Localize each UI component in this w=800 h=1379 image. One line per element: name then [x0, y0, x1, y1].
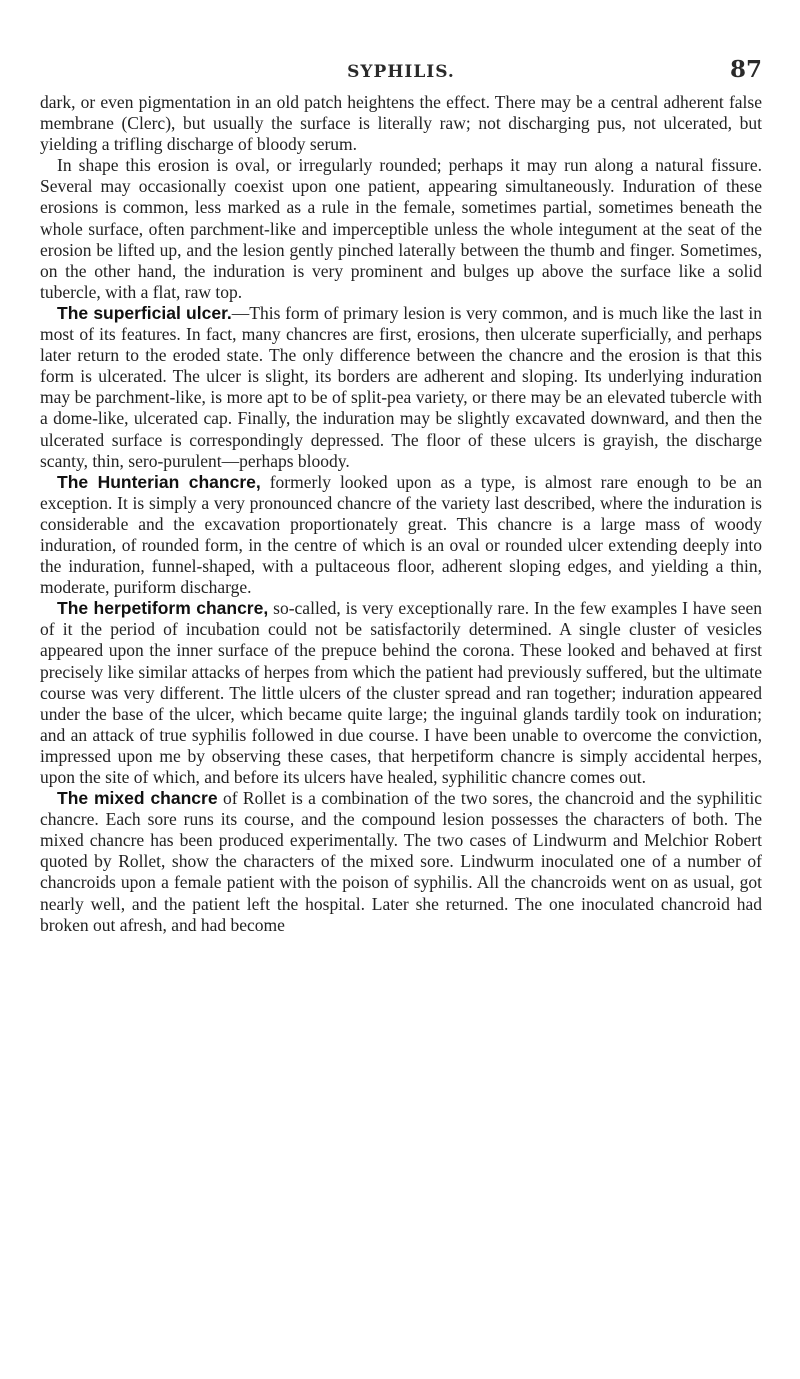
section-lead: The Hunterian chancre,	[57, 471, 261, 492]
paragraph-text: In shape this erosion is oval, or irregularly rounded; perhaps it may run along a natural fissure. Several may occasionally coexist upon one patient, appearing simultaneously. Induration of these erosions is common, less marked as a rule in the female, sometimes partial, sometimes beneath the whole surface, often parchment-like and imperceptible unless the whole integument at the seat of the erosion be lifted up, and the lesion gently pinched laterally between the thumb and finger. Sometimes, on the other hand, the induration is very prominent and bulges up above the surface like a solid tubercle, with a flat, raw top.	[40, 155, 762, 302]
paragraph	[40, 788, 762, 936]
paragraph	[40, 92, 762, 155]
paragraph	[40, 155, 762, 303]
page-header	[40, 58, 762, 92]
running-head: SYPHILIS.	[347, 62, 455, 82]
paragraph-text: of Rollet is a combination of the two sores, the chancroid and the syphilitic chancre. Each sore runs its course, and the compound lesion possesses the characters of both. The mixed chancre has been produced experimentally. The two cases of Lindwurm and Melchior Robert quoted by Rollet, show the characters of the mixed sore. Lindwurm inoculated one of a number of chancroids upon a female patient with the poison of syphilis. All the chancroids went on as usual, got nearly well, and the patient left the hospital. Later she returned. The one inoculated chancroid had broken out afresh, and had become	[40, 788, 762, 935]
section-lead: The superficial ulcer.	[57, 302, 232, 323]
paragraph	[40, 598, 762, 788]
paragraph	[40, 303, 762, 472]
paragraph	[40, 472, 762, 599]
page-number: 87	[729, 56, 762, 83]
section-lead: The mixed chancre	[57, 788, 218, 809]
paragraph-text: dark, or even pigmentation in an old patch heightens the effect. There may be a central adherent false membrane (Clerc), but usually the surface is literally raw; not discharging pus, not ulcerated, but yielding a trifling discharge of bloody serum.	[40, 92, 762, 155]
section-lead: The herpetiform chancre,	[57, 598, 269, 619]
paragraph-text: so-called, is very exceptionally rare. In the few examples I have seen of it the period of incubation could not be satisfactorily determined. A single cluster of vesicles appeared upon the inner surface of the prepuce behind the corona. These looked and behaved at first precisely like similar attacks of herpes from which the patient had previously suffered, but the ultimate course was very different. The little ulcers of the cluster spread and ran together; induration appeared under the base of the ulcer, which became quite large; the inguinal glands tardily took on induration; and an attack of true syphilis followed in due course. I have been unable to overcome the conviction, impressed upon me by observing these cases, that herpetiform chancre is simply accidental herpes, upon the site of which, and before its ulcers have healed, syphilitic chancre comes out.	[40, 598, 762, 787]
paragraph-text: formerly looked upon as a type, is almost rare enough to be an exception. It is simply a very pronounced chancre of the variety last described, where the induration is considerable and the excavation proportionately great. This chancre is a large mass of woody induration, of rounded form, in the centre of which is an oval or rounded ulcer extending deeply into the induration, funnel-shaped, with a pultaceous floor, adherent sloping edges, and yielding a thin, moderate, puriform discharge.	[40, 471, 762, 598]
book-page	[40, 58, 762, 936]
body-text	[40, 92, 762, 936]
paragraph-text: —This form of primary lesion is very common, and is much like the last in most of its features. In fact, many chancres are first, erosions, then ulcerate superficially, and perhaps later return to the eroded state. The only difference between the chancre and the erosion is that this form is ulcerated. The ulcer is slight, its borders are adherent and sloping. Its underlying induration may be parchment-like, is more apt to be of split-pea variety, or there may be an elevated tubercle with a dome-like, ulcerated cap. Finally, the induration may be slightly excavated downward, and then the ulcerated surface is correspondingly depressed. The floor of these ulcers is grayish, the discharge scanty, thin, sero-purulent—perhaps bloody.	[40, 302, 762, 471]
